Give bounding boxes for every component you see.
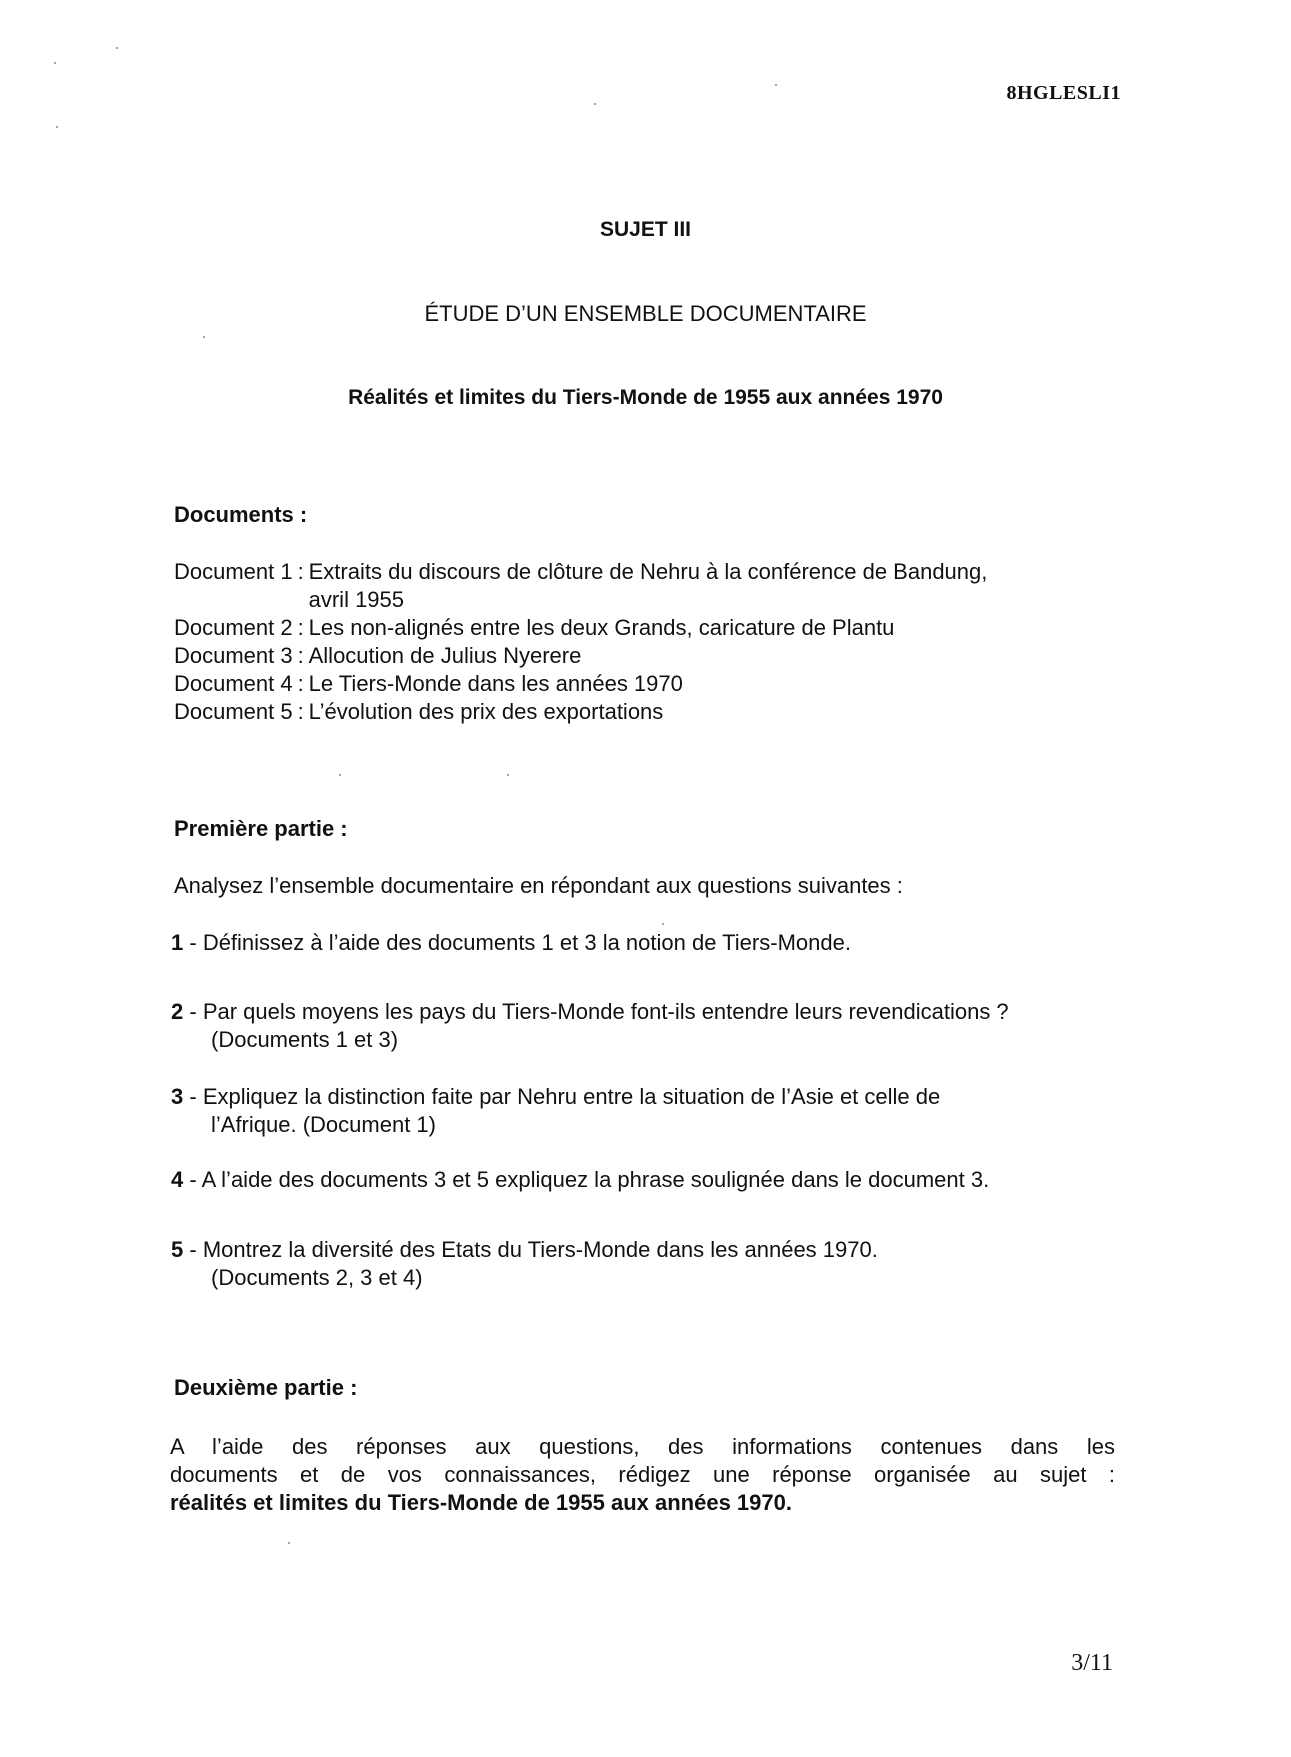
part-one-heading: Première partie : (174, 816, 348, 841)
study-title: ÉTUDE D’UN ENSEMBLE DOCUMENTAIRE (424, 301, 867, 326)
document-label: Document 4 (174, 671, 293, 696)
document-label: Document 5 (174, 699, 293, 724)
page-number: 3/11 (1071, 1650, 1113, 1676)
question-text-continuation: (Documents 1 et 3) (211, 1027, 399, 1052)
question-item: 3 - Expliquez la distinction faite par Nehru entre la situation de l’Asie et celle de l’Afrique. (Document 1) (171, 1083, 1131, 1139)
document-item: Document 4 : Le Tiers-Monde dans les années 1970 (174, 670, 1124, 698)
question-text-continuation: (Documents 2, 3 et 4) (211, 1265, 423, 1290)
question-number: 5 (171, 1237, 184, 1262)
document-title: Extraits du discours de clôture de Nehru à la conférence de Bandung, (308, 559, 988, 584)
document-item: Document 1 : Extraits du discours de clôture de Nehru à la conférence de Bandung, avril 1955 (174, 559, 988, 612)
scan-mark (56, 126, 58, 128)
document-title: Le Tiers-Monde dans les années 1970 (308, 671, 683, 696)
part-two-heading: Deuxième partie : (174, 1375, 358, 1400)
question-text: Expliquez la distinction faite par Nehru entre la situation de l’Asie et celle de (202, 1084, 941, 1109)
question-item: 4 - A l’aide des documents 3 et 5 expliquez la phrase soulignée dans le document 3. (171, 1167, 990, 1192)
document-label: Document 1 (174, 559, 293, 584)
part-one-intro: Analysez l’ensemble documentaire en répondant aux questions suivantes : (174, 873, 903, 898)
document-title: Les non-alignés entre les deux Grands, caricature de Plantu (308, 615, 895, 640)
subject-title: SUJET III (599, 218, 692, 241)
document-title: Allocution de Julius Nyerere (308, 643, 582, 668)
document-item: Document 5 : L’évolution des prix des exportations (174, 698, 1124, 726)
part-two-instructions (170, 1433, 1115, 1517)
document-title-continuation: avril 1955 (308, 587, 405, 612)
question-text: Définissez à l’aide des documents 1 et 3 la notion de Tiers-Monde. (202, 930, 851, 955)
document-title: L’évolution des prix des exportations (308, 699, 664, 724)
question-number: 2 (171, 999, 184, 1024)
documents-heading: Documents : (174, 502, 308, 527)
question-text: Montrez la diversité des Etats du Tiers-Monde dans les années 1970. (202, 1237, 878, 1262)
document-label: Document 2 (174, 615, 293, 640)
scan-mark (203, 336, 205, 338)
question-number: 4 (171, 1167, 184, 1192)
question-number: 1 (171, 930, 184, 955)
document-item: Document 2 : Les non-alignés entre les deux Grands, caricature de Plantu (174, 614, 1124, 642)
question-number: 3 (171, 1084, 184, 1109)
documents-list (174, 558, 1124, 726)
scan-mark (116, 47, 118, 49)
document-label: Document 3 (174, 643, 293, 668)
scan-mark (507, 774, 509, 776)
question-text: Par quels moyens les pays du Tiers-Monde font-ils entendre leurs revendications ? (202, 999, 1009, 1024)
question-item: 1 - Définissez à l’aide des documents 1 et 3 la notion de Tiers-Monde. (171, 930, 851, 955)
scan-mark (662, 923, 664, 925)
instruction-line: A l’aide des réponses aux questions, des informations contenues dans les (170, 1434, 1115, 1459)
instruction-topic: réalités et limites du Tiers-Monde de 1955 aux années 1970. (170, 1490, 792, 1515)
question-item: 2 - Par quels moyens les pays du Tiers-Monde font-ils entendre leurs revendications ? (Documents 1 et 3) (171, 998, 1131, 1054)
scan-mark (775, 84, 777, 86)
document-item: Document 3 : Allocution de Julius Nyerere (174, 642, 1124, 670)
instruction-line: documents et de vos connaissances, rédigez une réponse organisée au sujet : (170, 1462, 1115, 1487)
document-code: 8HGLESLI1 (1006, 82, 1121, 104)
scan-mark (54, 62, 56, 64)
scan-mark (339, 774, 341, 776)
scan-mark (288, 1542, 290, 1544)
question-text: A l’aide des documents 3 et 5 expliquez la phrase soulignée dans le document 3. (201, 1167, 990, 1192)
question-item: 5 - Montrez la diversité des Etats du Tiers-Monde dans les années 1970. (Documents 2, 3 et 4) (171, 1236, 1131, 1292)
scan-mark (594, 103, 596, 105)
question-text-continuation: l’Afrique. (Document 1) (211, 1112, 436, 1137)
topic-title: Réalités et limites du Tiers-Monde de 1955 aux années 1970 (348, 386, 943, 409)
